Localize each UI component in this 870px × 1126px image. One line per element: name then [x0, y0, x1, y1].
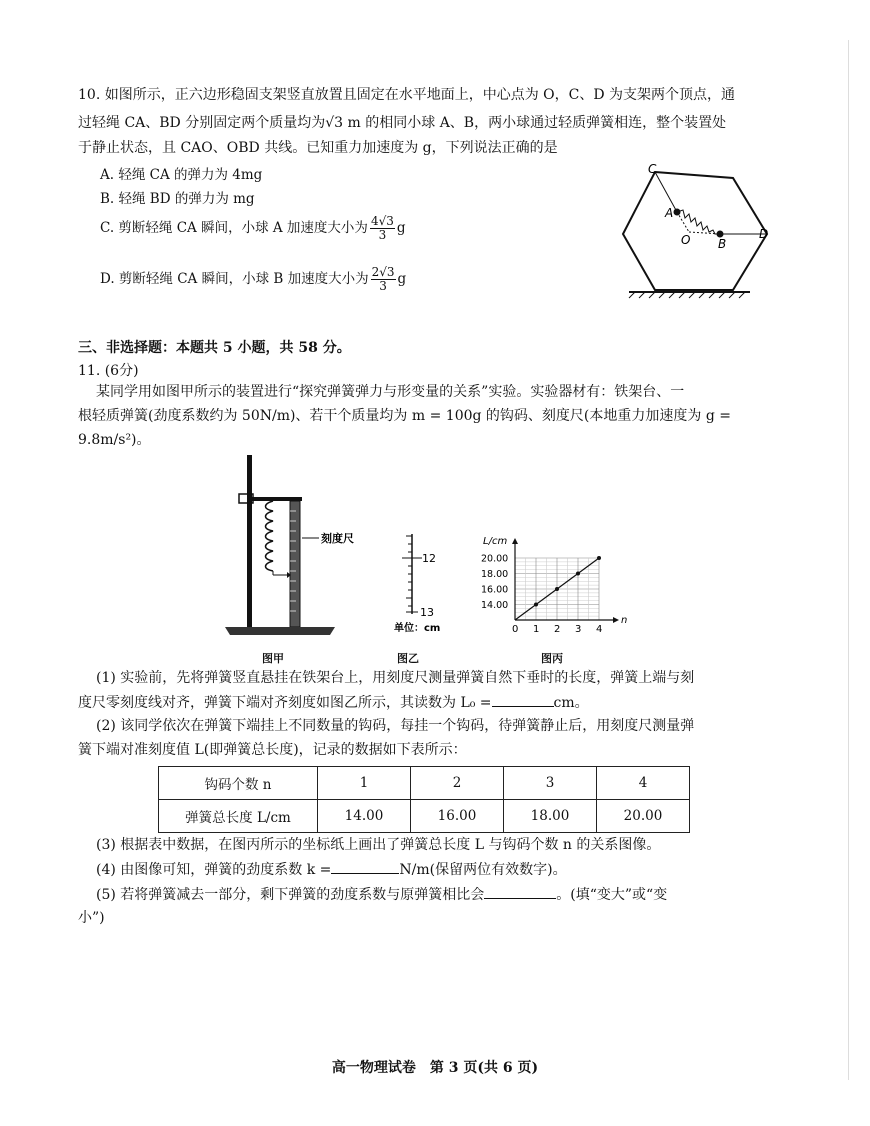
data-table — [158, 766, 690, 833]
q11-p5a — [96, 884, 667, 905]
q11-intro2: 根轻质弹簧(劲度系数约为 50N/m)、若干个质量均为 m = 100g 的钩码、刻度尺(本地重力加速度为 g = — [78, 408, 731, 424]
q11-p1b — [78, 692, 589, 713]
ruler — [290, 501, 300, 627]
table-cell: 3 — [504, 767, 597, 800]
page-footer: 高一物理试卷 第 3 页(共 6 页) — [331, 1060, 539, 1076]
spring-coil — [266, 501, 274, 571]
q10-option-b: B. 轻绳 BD 的弹力为 mg — [100, 191, 255, 207]
q11-p3: (3) 根据表中数据，在图丙所示的坐标纸上画出了弹簧总长度 L 与钩码个数 n 的关系图像。 — [96, 837, 661, 853]
data-point — [597, 556, 601, 560]
spring — [677, 210, 720, 234]
stand-pole — [247, 455, 252, 627]
q11-p2b: 簧下端对准刻度值 L(即弹簧总长度)，记录的数据如下表所示： — [78, 742, 467, 758]
q10-option-c — [100, 215, 406, 242]
y-tick-label: 14.00 — [481, 600, 509, 611]
q10-option-d — [100, 266, 406, 293]
q11-p5a-suffix: 。(填“变大”或“变 — [556, 887, 668, 903]
q11-p5b: 小”) — [78, 910, 105, 926]
x-tick-label: 1 — [533, 624, 540, 635]
q10-option-d-fraction — [371, 266, 396, 293]
table-cell: 18.00 — [504, 800, 597, 833]
fraction-denominator: 3 — [378, 228, 387, 242]
q10-option-c-fraction — [370, 215, 395, 242]
x-axis-label: n — [621, 615, 628, 626]
data-point — [576, 572, 580, 576]
q11-p5a-text: (5) 若将弹簧减去一部分，剩下弹簧的劲度系数与原弹簧相比会 — [96, 887, 485, 903]
q11-intro3: 9.8m/s²)。 — [78, 432, 151, 448]
y-tick-label: 16.00 — [481, 584, 509, 596]
scale-label-12: 12 — [422, 552, 436, 565]
y-axis-label: L/cm — [483, 536, 508, 547]
label-b: B — [718, 237, 727, 251]
page-edge — [848, 40, 849, 1080]
q11-p4 — [96, 859, 567, 880]
table-header-l: 弹簧总长度 L/cm — [159, 800, 318, 833]
y-tick-label: 20.00 — [481, 553, 509, 565]
caption-bing: 图丙 — [541, 652, 563, 665]
table-cell: 2 — [411, 767, 504, 800]
figure-yi — [394, 532, 460, 637]
q11-head: 11. (6分) — [78, 363, 139, 379]
answer-blank-k[interactable] — [331, 859, 399, 874]
fraction-numerator: 4√3 — [370, 214, 394, 228]
q11-p4-text: (4) 由图像可知，弹簧的劲度系数 k = — [96, 862, 332, 878]
fraction-numerator: 2√3 — [371, 265, 395, 279]
q11-p1b-unit: cm。 — [553, 695, 589, 711]
table-cell: 20.00 — [597, 800, 690, 833]
x-tick-label: 2 — [554, 624, 561, 635]
table-cell: 4 — [597, 767, 690, 800]
stand-base — [225, 627, 335, 635]
q10-option-d-unit: g — [397, 271, 407, 287]
hexagon-figure — [615, 160, 785, 300]
ruler-label: 刻度尺 — [321, 532, 354, 545]
q10-option-c-text: C. 剪断轻绳 CA 瞬间，小球 A 加速度大小为 — [100, 220, 368, 236]
y-tick-label: 18.00 — [481, 569, 509, 580]
x-tick-label: 3 — [575, 624, 582, 635]
caption-jia: 图甲 — [262, 652, 284, 665]
y-axis-arrow — [512, 538, 518, 544]
scale-unit: 单位：cm — [394, 623, 441, 634]
table-cell: 14.00 — [318, 800, 411, 833]
q10-line2: 过轻绳 CA、BD 分别固定两个质量均为√3 m 的相同小球 A、B，两小球通过轻质弹簧相连，整个装置处 — [78, 115, 727, 131]
table-row — [159, 767, 690, 800]
q10-option-a: A. 轻绳 CA 的弹力为 4mg — [100, 167, 263, 183]
figure-bing-chart — [475, 532, 635, 642]
table-row — [159, 800, 690, 833]
answer-blank-change[interactable] — [484, 884, 556, 899]
x-tick-label: 0 — [512, 624, 519, 635]
table-cell: 16.00 — [411, 800, 504, 833]
caption-yi: 图乙 — [397, 652, 419, 665]
section-3-heading: 三、非选择题：本题共 5 小题，共 58 分。 — [78, 340, 351, 356]
x-tick-label: 4 — [596, 624, 603, 635]
q11-p1b-text: 度尺零刻度线对齐，弹簧下端对齐刻度如图乙所示，其读数为 L₀ = — [78, 695, 492, 711]
x-axis-arrow — [613, 617, 619, 623]
data-point — [534, 603, 538, 607]
q11-p1a: (1) 实验前，先将弹簧竖直悬挂在铁架台上，用刻度尺测量弹簧自然下垂时的长度，弹簧上端与刻 — [96, 670, 695, 686]
hexagon-frame — [623, 172, 767, 290]
q11-p2a: (2) 该同学依次在弹簧下端挂上不同数量的钩码，每挂一个钩码，待弹簧静止后，用刻度尺测量弹 — [96, 718, 695, 734]
label-c: C — [648, 162, 657, 176]
table-cell: 1 — [318, 767, 411, 800]
data-point — [555, 587, 559, 591]
label-d: D — [759, 227, 769, 241]
ball-a — [674, 209, 681, 216]
stand-arm — [247, 497, 302, 501]
q11-intro1: 某同学用如图甲所示的装置进行“探究弹簧弹力与形变量的关系”实验。实验器材有：铁架台、一 — [96, 384, 685, 400]
q11-p4-unit: N/m(保留两位有效数字)。 — [399, 862, 567, 878]
answer-blank-l0[interactable] — [492, 692, 554, 707]
q10-line1: 10. 如图所示，正六边形稳固支架竖直放置且固定在水平地面上，中心点为 O，C、D 为支架两个顶点，通 — [78, 87, 736, 103]
q10-option-d-text: D. 剪断轻绳 CA 瞬间，小球 B 加速度大小为 — [100, 271, 369, 287]
label-o: O — [681, 233, 691, 247]
table-header-n: 钩码个数 n — [159, 767, 318, 800]
label-a: A — [665, 206, 674, 220]
q10-line3: 于静止状态，且 CAO、OBD 共线。已知重力加速度为 g，下列说法正确的是 — [78, 140, 558, 156]
figure-jia — [225, 455, 375, 645]
fraction-denominator: 3 — [379, 279, 387, 293]
scale-label-13: 13 — [420, 606, 434, 619]
q10-option-c-unit: g — [396, 220, 406, 236]
